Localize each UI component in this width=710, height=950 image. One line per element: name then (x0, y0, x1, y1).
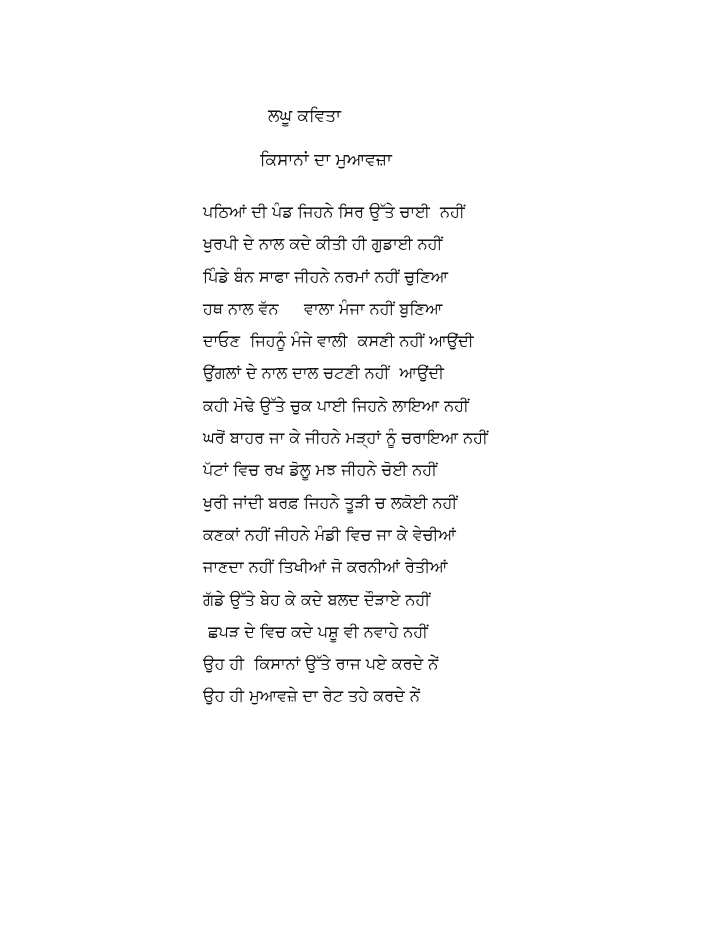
poem-line-11: ਕਣਕਾਂ ਨਹੀਂ ਜੀਹਨੇ ਮੰਡੀ ਵਿਚ ਜਾ ਕੇ ਵੇਚੀਆਂ (203, 524, 456, 544)
poem-line-13: ਗੱਡੇ ਉੱਤੇ ਬੇਹ ਕੇ ਕਦੇ ਬਲਦ ਦੌੜਾਏ ਨਹੀਂ (203, 589, 431, 609)
poem-line-15: ਉਹ ਹੀ ਕਿਸਾਨਾਂ ਉੱਤੇ ਰਾਜ ਪਏ ਕਰਦੇ ਨੇਂ (203, 654, 439, 674)
poem-line-12: ਜਾਣਦਾ ਨਹੀਂ ਤਿਖੀਆਂ ਜੋ ਕਰਨੀਆਂ ਰੇਤੀਆਂ (203, 557, 448, 577)
poem-line-5: ਦਾਓਣ ਜਿਹਨੂੰ ਮੰਜੇ ਵਾਲੀ ਕਸਣੀ ਨਹੀਂ ਆਉਂਦੀ (203, 331, 474, 351)
poem-line-6: ਉਂਗਲਾਂ ਦੇ ਨਾਲ ਦਾਲ ਚਟਣੀ ਨਹੀਂ ਆਉਂਦੀ (203, 363, 444, 383)
poem-line-8: ਘਰੋਂ ਬਾਹਰ ਜਾ ਕੇ ਜੀਹਨੇ ਮੜ੍ਹਾਂ ਨੂੰ ਚਰਾਇਆ ਨਹੀਂ (203, 428, 488, 448)
poem-line-9: ਪੱਟਾਂ ਵਿਚ ਰਖ ਡੋਲੂ ਮਝ ਜੀਹਨੇ ਚੋਈ ਨਹੀਂ (203, 460, 437, 480)
poem-line-7: ਕਹੀ ਮੋਢੇ ਉੱਤੇ ਚੁਕ ਪਾਈ ਜਿਹਨੇ ਲਾਇਆ ਨਹੀਂ (203, 395, 469, 415)
poem-line-4: ਹਥ ਨਾਲ ਵੱਨ ਵਾਲਾ ਮੰਜਾ ਨਹੀਂ ਬੁਣਿਆ (203, 298, 443, 318)
poem-line-2: ਖੁਰਪੀ ਦੇ ਨਾਲ ਕਦੇ ਕੀਤੀ ਹੀ ਗੁਡਾਈ ਨਹੀਂ (203, 234, 443, 254)
poem-title: ਕਿਸਾਨਾਂ ਦਾ ਮੁਆਵਜ਼ਾ (260, 150, 392, 170)
poem-line-14: ਛਪੜ ਦੇ ਵਿਚ ਕਦੇ ਪਸ਼ੂ ਵੀ ਨਵਾਹੇ ਨਹੀਂ (203, 621, 428, 641)
poem-genre: ਲਘੂ ਕਵਿਤਾ (268, 106, 341, 126)
poem-line-16: ਉਹ ਹੀ ਮੁਆਵਜ਼ੇ ਦਾ ਰੇਟ ਤਹੇ ਕਰਦੇ ਨੇਂ (203, 686, 420, 706)
poem-line-3: ਪਿੰਡੇ ਬੰਨ ਸਾਫਾ ਜੀਹਨੇ ਨਰਮਾਂ ਨਹੀਂ ਚੁਣਿਆ (203, 266, 449, 286)
poem-line-10: ਖੁਰੀ ਜਾਂਦੀ ਬਰਫ਼ ਜਿਹਨੇ ਤੂੜੀ ਚ ਲਕੋਈ ਨਹੀਂ (203, 492, 458, 512)
poem-line-1: ਪਠਿਆਂ ਦੀ ਪੰਡ ਜਿਹਨੇ ਸਿਰ ਉੱਤੇ ਚਾਈ ਨਹੀਂ (203, 202, 465, 221)
poem-body (203, 196, 488, 713)
